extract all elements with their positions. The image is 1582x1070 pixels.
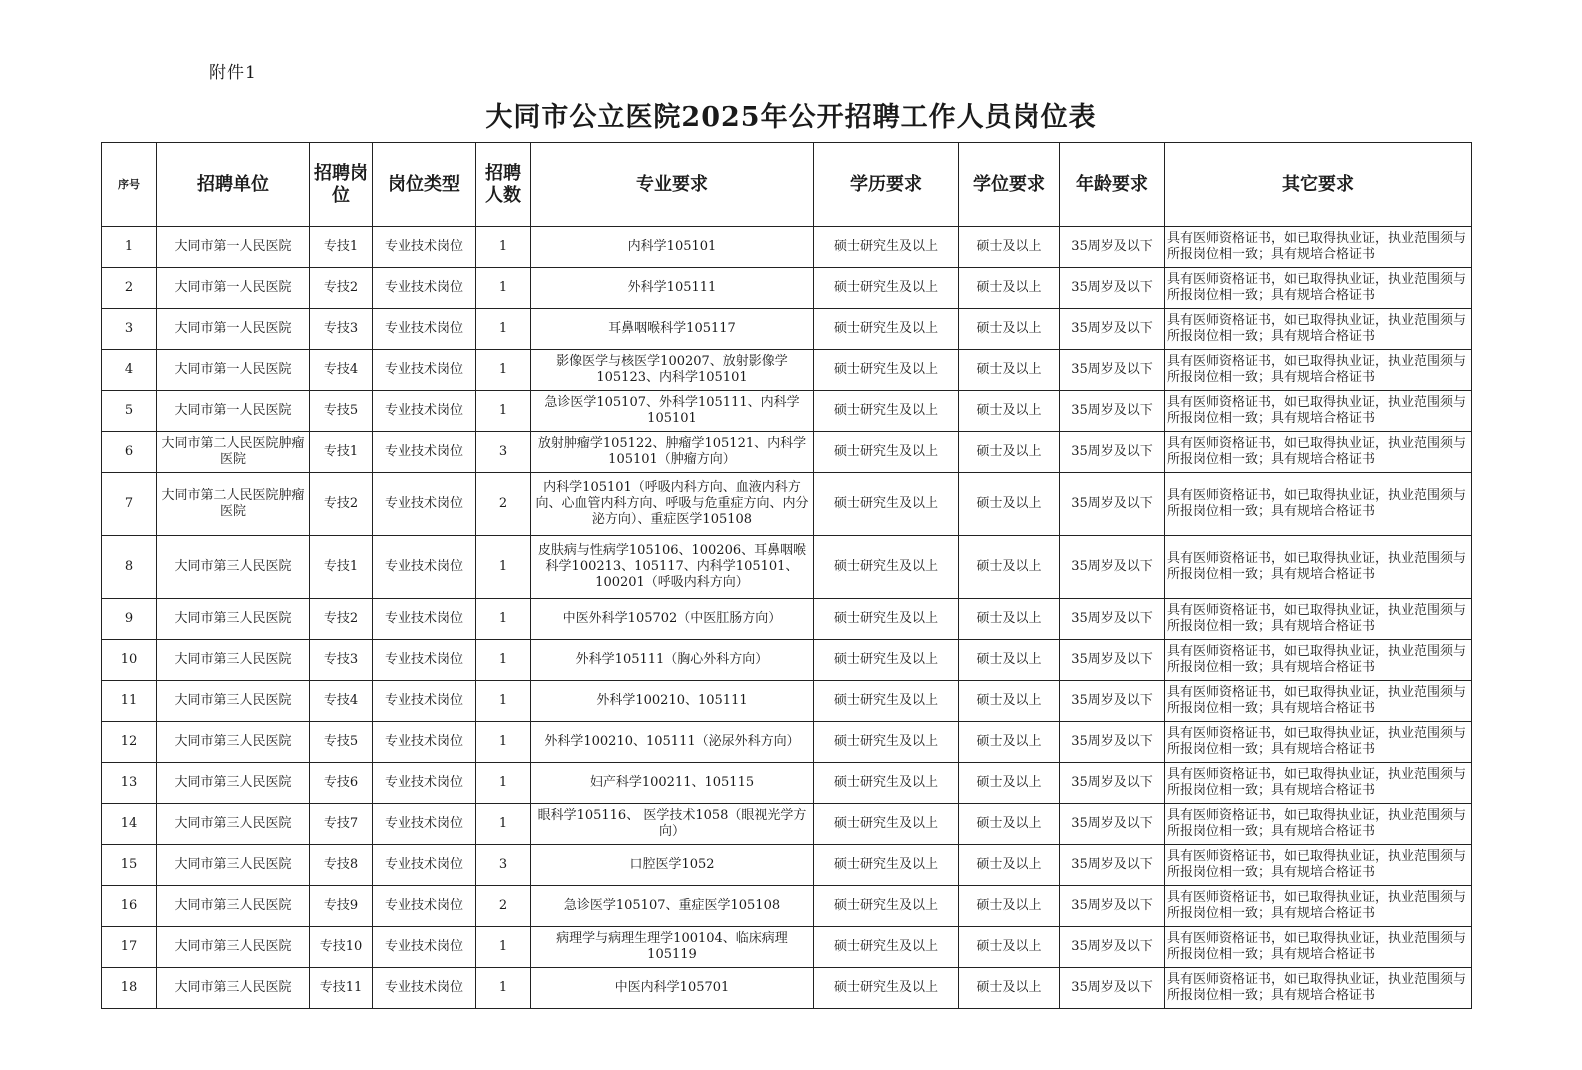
cell-education: 硕士研究生及以上 xyxy=(814,473,959,536)
cell-other: 具有医师资格证书，如已取得执业证，执业范围须与所报岗位相一致；具有规培合格证书 xyxy=(1165,599,1472,640)
cell-age: 35周岁及以下 xyxy=(1060,681,1165,722)
cell-count: 1 xyxy=(476,599,531,640)
table-row xyxy=(102,309,1472,350)
cell-unit: 大同市第三人民医院 xyxy=(157,640,310,681)
table-row xyxy=(102,268,1472,309)
cell-degree: 硕士及以上 xyxy=(959,886,1060,927)
cell-count: 1 xyxy=(476,309,531,350)
cell-type: 专业技术岗位 xyxy=(373,268,476,309)
cell-post: 专技5 xyxy=(310,722,373,763)
cell-degree: 硕士及以上 xyxy=(959,722,1060,763)
header-degree: 学位要求 xyxy=(959,143,1060,227)
cell-other: 具有医师资格证书，如已取得执业证，执业范围须与所报岗位相一致；具有规培合格证书 xyxy=(1165,681,1472,722)
header-type: 岗位类型 xyxy=(373,143,476,227)
cell-post: 专技2 xyxy=(310,473,373,536)
cell-degree: 硕士及以上 xyxy=(959,432,1060,473)
cell-type: 专业技术岗位 xyxy=(373,927,476,968)
cell-post: 专技4 xyxy=(310,350,373,391)
cell-education: 硕士研究生及以上 xyxy=(814,640,959,681)
cell-age: 35周岁及以下 xyxy=(1060,227,1165,268)
cell-major: 放射肿瘤学105122、肿瘤学105121、内科学105101（肿瘤方向） xyxy=(531,432,814,473)
cell-degree: 硕士及以上 xyxy=(959,845,1060,886)
cell-education: 硕士研究生及以上 xyxy=(814,886,959,927)
cell-major: 急诊医学105107、重症医学105108 xyxy=(531,886,814,927)
cell-other: 具有医师资格证书，如已取得执业证，执业范围须与所报岗位相一致；具有规培合格证书 xyxy=(1165,845,1472,886)
cell-unit: 大同市第一人民医院 xyxy=(157,268,310,309)
cell-degree: 硕士及以上 xyxy=(959,473,1060,536)
cell-post: 专技8 xyxy=(310,845,373,886)
cell-major: 妇产科学100211、105115 xyxy=(531,763,814,804)
cell-type: 专业技术岗位 xyxy=(373,681,476,722)
cell-degree: 硕士及以上 xyxy=(959,968,1060,1009)
cell-age: 35周岁及以下 xyxy=(1060,432,1165,473)
cell-education: 硕士研究生及以上 xyxy=(814,227,959,268)
cell-degree: 硕士及以上 xyxy=(959,763,1060,804)
table-row xyxy=(102,681,1472,722)
cell-count: 1 xyxy=(476,927,531,968)
cell-major: 眼科学105116、 医学技术1058（眼视光学方向） xyxy=(531,804,814,845)
header-education: 学历要求 xyxy=(814,143,959,227)
cell-count: 1 xyxy=(476,227,531,268)
cell-age: 35周岁及以下 xyxy=(1060,640,1165,681)
cell-other: 具有医师资格证书，如已取得执业证，执业范围须与所报岗位相一致；具有规培合格证书 xyxy=(1165,432,1472,473)
cell-degree: 硕士及以上 xyxy=(959,640,1060,681)
cell-type: 专业技术岗位 xyxy=(373,473,476,536)
cell-major: 外科学105111（胸心外科方向） xyxy=(531,640,814,681)
header-other: 其它要求 xyxy=(1165,143,1472,227)
header-count: 招聘人数 xyxy=(476,143,531,227)
cell-count: 1 xyxy=(476,804,531,845)
cell-degree: 硕士及以上 xyxy=(959,681,1060,722)
cell-major: 内科学105101 xyxy=(531,227,814,268)
cell-post: 专技6 xyxy=(310,763,373,804)
cell-type: 专业技术岗位 xyxy=(373,886,476,927)
cell-other: 具有医师资格证书，如已取得执业证，执业范围须与所报岗位相一致；具有规培合格证书 xyxy=(1165,927,1472,968)
cell-other: 具有医师资格证书，如已取得执业证，执业范围须与所报岗位相一致；具有规培合格证书 xyxy=(1165,886,1472,927)
cell-type: 专业技术岗位 xyxy=(373,722,476,763)
cell-seq: 17 xyxy=(102,927,157,968)
cell-seq: 6 xyxy=(102,432,157,473)
cell-post: 专技9 xyxy=(310,886,373,927)
cell-age: 35周岁及以下 xyxy=(1060,927,1165,968)
table-row xyxy=(102,536,1472,599)
header-age: 年龄要求 xyxy=(1060,143,1165,227)
cell-type: 专业技术岗位 xyxy=(373,599,476,640)
cell-age: 35周岁及以下 xyxy=(1060,804,1165,845)
cell-post: 专技3 xyxy=(310,309,373,350)
table-row xyxy=(102,722,1472,763)
cell-count: 3 xyxy=(476,432,531,473)
cell-major: 耳鼻咽喉科学105117 xyxy=(531,309,814,350)
table-row xyxy=(102,845,1472,886)
cell-unit: 大同市第三人民医院 xyxy=(157,886,310,927)
cell-age: 35周岁及以下 xyxy=(1060,350,1165,391)
cell-degree: 硕士及以上 xyxy=(959,350,1060,391)
cell-count: 2 xyxy=(476,473,531,536)
table-row xyxy=(102,968,1472,1009)
cell-type: 专业技术岗位 xyxy=(373,536,476,599)
cell-seq: 5 xyxy=(102,391,157,432)
cell-age: 35周岁及以下 xyxy=(1060,763,1165,804)
table-row xyxy=(102,599,1472,640)
cell-education: 硕士研究生及以上 xyxy=(814,804,959,845)
cell-education: 硕士研究生及以上 xyxy=(814,681,959,722)
attachment-label: 附件1 xyxy=(209,63,257,83)
cell-post: 专技2 xyxy=(310,268,373,309)
cell-major: 影像医学与核医学100207、放射影像学105123、内科学105101 xyxy=(531,350,814,391)
cell-seq: 4 xyxy=(102,350,157,391)
cell-education: 硕士研究生及以上 xyxy=(814,309,959,350)
cell-age: 35周岁及以下 xyxy=(1060,968,1165,1009)
cell-count: 1 xyxy=(476,268,531,309)
table-row xyxy=(102,473,1472,536)
cell-unit: 大同市第三人民医院 xyxy=(157,722,310,763)
cell-unit: 大同市第三人民医院 xyxy=(157,845,310,886)
cell-type: 专业技术岗位 xyxy=(373,391,476,432)
cell-post: 专技1 xyxy=(310,432,373,473)
cell-major: 外科学100210、105111（泌尿外科方向） xyxy=(531,722,814,763)
cell-count: 1 xyxy=(476,763,531,804)
cell-type: 专业技术岗位 xyxy=(373,350,476,391)
cell-major: 中医外科学105702（中医肛肠方向） xyxy=(531,599,814,640)
cell-education: 硕士研究生及以上 xyxy=(814,432,959,473)
cell-major: 急诊医学105107、外科学105111、内科学105101 xyxy=(531,391,814,432)
cell-unit: 大同市第三人民医院 xyxy=(157,763,310,804)
cell-unit: 大同市第一人民医院 xyxy=(157,309,310,350)
cell-seq: 18 xyxy=(102,968,157,1009)
cell-other: 具有医师资格证书，如已取得执业证，执业范围须与所报岗位相一致；具有规培合格证书 xyxy=(1165,391,1472,432)
cell-count: 1 xyxy=(476,350,531,391)
cell-major: 内科学105101（呼吸内科方向、血液内科方向、心血管内科方向、呼吸与危重症方向、内分泌方向）、重症医学105108 xyxy=(531,473,814,536)
cell-type: 专业技术岗位 xyxy=(373,968,476,1009)
cell-type: 专业技术岗位 xyxy=(373,432,476,473)
cell-degree: 硕士及以上 xyxy=(959,804,1060,845)
cell-degree: 硕士及以上 xyxy=(959,599,1060,640)
cell-other: 具有医师资格证书，如已取得执业证，执业范围须与所报岗位相一致；具有规培合格证书 xyxy=(1165,268,1472,309)
cell-other: 具有医师资格证书，如已取得执业证，执业范围须与所报岗位相一致；具有规培合格证书 xyxy=(1165,968,1472,1009)
header-seq: 序号 xyxy=(102,143,157,227)
cell-education: 硕士研究生及以上 xyxy=(814,968,959,1009)
cell-seq: 2 xyxy=(102,268,157,309)
table-row xyxy=(102,227,1472,268)
table-row xyxy=(102,763,1472,804)
cell-seq: 8 xyxy=(102,536,157,599)
cell-education: 硕士研究生及以上 xyxy=(814,927,959,968)
cell-type: 专业技术岗位 xyxy=(373,763,476,804)
cell-post: 专技11 xyxy=(310,968,373,1009)
cell-unit: 大同市第三人民医院 xyxy=(157,804,310,845)
cell-count: 1 xyxy=(476,640,531,681)
cell-seq: 3 xyxy=(102,309,157,350)
cell-type: 专业技术岗位 xyxy=(373,804,476,845)
table-row xyxy=(102,886,1472,927)
cell-unit: 大同市第三人民医院 xyxy=(157,599,310,640)
header-major: 专业要求 xyxy=(531,143,814,227)
cell-count: 1 xyxy=(476,536,531,599)
cell-other: 具有医师资格证书，如已取得执业证，执业范围须与所报岗位相一致；具有规培合格证书 xyxy=(1165,763,1472,804)
table-row xyxy=(102,350,1472,391)
cell-other: 具有医师资格证书，如已取得执业证，执业范围须与所报岗位相一致；具有规培合格证书 xyxy=(1165,227,1472,268)
cell-seq: 1 xyxy=(102,227,157,268)
cell-age: 35周岁及以下 xyxy=(1060,722,1165,763)
cell-count: 1 xyxy=(476,968,531,1009)
cell-seq: 13 xyxy=(102,763,157,804)
cell-seq: 14 xyxy=(102,804,157,845)
table-row xyxy=(102,432,1472,473)
header-post: 招聘岗位 xyxy=(310,143,373,227)
cell-seq: 12 xyxy=(102,722,157,763)
cell-other: 具有医师资格证书，如已取得执业证，执业范围须与所报岗位相一致；具有规培合格证书 xyxy=(1165,640,1472,681)
cell-post: 专技3 xyxy=(310,640,373,681)
cell-education: 硕士研究生及以上 xyxy=(814,391,959,432)
cell-major: 中医内科学105701 xyxy=(531,968,814,1009)
cell-age: 35周岁及以下 xyxy=(1060,599,1165,640)
cell-unit: 大同市第二人民医院肿瘤医院 xyxy=(157,432,310,473)
cell-education: 硕士研究生及以上 xyxy=(814,268,959,309)
cell-degree: 硕士及以上 xyxy=(959,309,1060,350)
cell-count: 2 xyxy=(476,886,531,927)
cell-post: 专技7 xyxy=(310,804,373,845)
table-row xyxy=(102,927,1472,968)
cell-unit: 大同市第一人民医院 xyxy=(157,391,310,432)
header-unit: 招聘单位 xyxy=(157,143,310,227)
cell-major: 病理学与病理生理学100104、临床病理105119 xyxy=(531,927,814,968)
cell-age: 35周岁及以下 xyxy=(1060,473,1165,536)
job-positions-table xyxy=(101,142,1472,1009)
cell-degree: 硕士及以上 xyxy=(959,391,1060,432)
cell-unit: 大同市第三人民医院 xyxy=(157,536,310,599)
cell-count: 3 xyxy=(476,845,531,886)
cell-major: 外科学105111 xyxy=(531,268,814,309)
table-header-row xyxy=(102,143,1472,227)
table-row xyxy=(102,804,1472,845)
cell-other: 具有医师资格证书，如已取得执业证，执业范围须与所报岗位相一致；具有规培合格证书 xyxy=(1165,536,1472,599)
cell-seq: 11 xyxy=(102,681,157,722)
table-row xyxy=(102,391,1472,432)
cell-education: 硕士研究生及以上 xyxy=(814,350,959,391)
cell-type: 专业技术岗位 xyxy=(373,309,476,350)
cell-post: 专技1 xyxy=(310,536,373,599)
cell-unit: 大同市第三人民医院 xyxy=(157,927,310,968)
cell-age: 35周岁及以下 xyxy=(1060,536,1165,599)
cell-unit: 大同市第一人民医院 xyxy=(157,227,310,268)
cell-other: 具有医师资格证书，如已取得执业证，执业范围须与所报岗位相一致；具有规培合格证书 xyxy=(1165,350,1472,391)
cell-seq: 16 xyxy=(102,886,157,927)
cell-other: 具有医师资格证书，如已取得执业证，执业范围须与所报岗位相一致；具有规培合格证书 xyxy=(1165,722,1472,763)
cell-education: 硕士研究生及以上 xyxy=(814,763,959,804)
cell-seq: 7 xyxy=(102,473,157,536)
cell-seq: 9 xyxy=(102,599,157,640)
cell-count: 1 xyxy=(476,681,531,722)
cell-degree: 硕士及以上 xyxy=(959,227,1060,268)
cell-seq: 10 xyxy=(102,640,157,681)
cell-major: 皮肤病与性病学105106、100206、耳鼻咽喉科学100213、105117、内科学105101、100201（呼吸内科方向） xyxy=(531,536,814,599)
cell-education: 硕士研究生及以上 xyxy=(814,599,959,640)
cell-age: 35周岁及以下 xyxy=(1060,845,1165,886)
table-row xyxy=(102,640,1472,681)
cell-unit: 大同市第三人民医院 xyxy=(157,968,310,1009)
cell-seq: 15 xyxy=(102,845,157,886)
cell-other: 具有医师资格证书，如已取得执业证，执业范围须与所报岗位相一致；具有规培合格证书 xyxy=(1165,804,1472,845)
cell-degree: 硕士及以上 xyxy=(959,268,1060,309)
cell-post: 专技10 xyxy=(310,927,373,968)
cell-type: 专业技术岗位 xyxy=(373,845,476,886)
document-title: 大同市公立医院2025年公开招聘工作人员岗位表 xyxy=(485,102,1097,133)
cell-major: 口腔医学1052 xyxy=(531,845,814,886)
cell-unit: 大同市第二人民医院肿瘤医院 xyxy=(157,473,310,536)
cell-count: 1 xyxy=(476,391,531,432)
cell-unit: 大同市第一人民医院 xyxy=(157,350,310,391)
cell-post: 专技1 xyxy=(310,227,373,268)
cell-type: 专业技术岗位 xyxy=(373,640,476,681)
cell-education: 硕士研究生及以上 xyxy=(814,536,959,599)
cell-degree: 硕士及以上 xyxy=(959,927,1060,968)
cell-other: 具有医师资格证书，如已取得执业证，执业范围须与所报岗位相一致；具有规培合格证书 xyxy=(1165,309,1472,350)
cell-unit: 大同市第三人民医院 xyxy=(157,681,310,722)
cell-type: 专业技术岗位 xyxy=(373,227,476,268)
cell-education: 硕士研究生及以上 xyxy=(814,722,959,763)
cell-education: 硕士研究生及以上 xyxy=(814,845,959,886)
cell-age: 35周岁及以下 xyxy=(1060,391,1165,432)
cell-age: 35周岁及以下 xyxy=(1060,268,1165,309)
cell-other: 具有医师资格证书，如已取得执业证，执业范围须与所报岗位相一致；具有规培合格证书 xyxy=(1165,473,1472,536)
cell-age: 35周岁及以下 xyxy=(1060,309,1165,350)
cell-count: 1 xyxy=(476,722,531,763)
cell-major: 外科学100210、105111 xyxy=(531,681,814,722)
cell-post: 专技4 xyxy=(310,681,373,722)
cell-degree: 硕士及以上 xyxy=(959,536,1060,599)
cell-post: 专技2 xyxy=(310,599,373,640)
cell-age: 35周岁及以下 xyxy=(1060,886,1165,927)
cell-post: 专技5 xyxy=(310,391,373,432)
